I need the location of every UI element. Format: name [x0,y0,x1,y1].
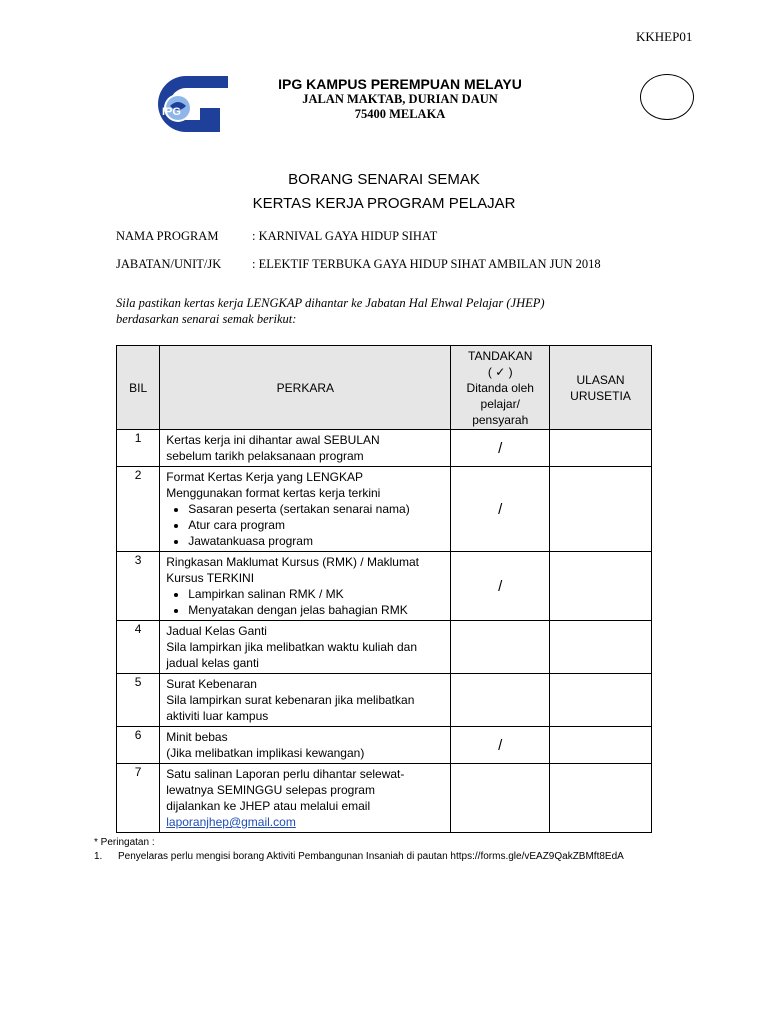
reminder-text: Penyelaras perlu mengisi borang Aktiviti Pembangunan Insaniah di pautan https://forms.gle/vEAZ9QakZBMft8EdA [118,851,624,862]
row-item [160,727,451,764]
item-line: Kursus TERKINI [166,571,255,585]
tandakan-line-1: TANDAKAN [468,348,533,363]
program-label: NAMA PROGRAM [116,229,219,243]
ulasan-line-2: URUSETIA [570,388,631,403]
header-ulasan [550,346,652,430]
header-perkara: PERKARA [160,346,451,430]
ipg-logo-icon [156,70,232,136]
item-line: Kertas kerja ini dihantar awal SEBULAN [166,433,380,447]
row-check-mark[interactable]: / [451,467,550,552]
item-line: Jadual Kelas Ganti [166,624,267,638]
checklist-table [116,345,652,833]
row-check-mark[interactable] [451,621,550,674]
row-number: 6 [117,727,160,764]
row-remarks[interactable] [550,467,652,552]
item-line: Format Kertas Kerja yang LENGKAP [166,470,363,484]
tandakan-line-2: ( ✓ ) [487,364,513,379]
item-line: lewatnya SEMINGGU selepas program [166,783,375,797]
header-tandakan [451,346,550,430]
item-line: Minit bebas [166,730,228,744]
table-row [117,621,652,674]
instruction-line-2: berdasarkan senarai semak berikut: [116,312,297,326]
item-line: jadual kelas ganti [166,656,259,670]
item-line: Sila lampirkan jika melibatkan waktu kuliah dan [166,640,418,654]
item-line: Menggunakan format kertas kerja terkini [166,486,381,500]
item-line: aktiviti luar kampus [166,709,269,723]
item-line: dijalankan ke JHEP atau melalui email [166,799,371,813]
department-label: JABATAN/UNIT/JK [116,257,222,271]
item-line: (Jika melibatkan implikasi kewangan) [166,746,365,760]
department-row [116,257,601,272]
institution-header [240,76,560,122]
row-number: 4 [117,621,160,674]
ulasan-line-1: ULASAN [576,372,625,387]
item-bullet-list [166,586,444,618]
title-line-2: KERTAS KERJA PROGRAM PELAJAR [252,195,516,212]
institution-name: IPG KAMPUS PEREMPUAN MELAYU [278,76,522,92]
item-line: sebelum tarikh pelaksanaan program [166,449,364,463]
item-bullet: • Sasaran peserta (sertakan senarai nama) [188,501,444,517]
logo-lettering: IPG [162,106,181,118]
header-bil: BIL [117,346,160,430]
table-header-row [117,346,652,430]
row-item [160,621,451,674]
row-number: 2 [117,467,160,552]
row-check-mark[interactable]: / [451,727,550,764]
row-check-mark[interactable] [451,674,550,727]
program-value: : KARNIVAL GAYA HIDUP SIHAT [252,229,438,243]
table-row [117,764,652,833]
row-remarks[interactable] [550,674,652,727]
oval-mark [640,74,694,120]
table-row [117,552,652,621]
row-remarks[interactable] [550,552,652,621]
row-remarks[interactable] [550,621,652,674]
reminder-note [94,836,624,864]
address-line-1: JALAN MAKTAB, DURIAN DAUN [302,92,498,106]
item-line: Sila lampirkan surat kebenaran jika melibatkan [166,693,415,707]
table-row [117,674,652,727]
instruction-text [116,295,636,327]
address-line-2: 75400 MELAKA [354,107,446,121]
row-item [160,552,451,621]
tandakan-line-4: pelajar/ [480,396,520,411]
department-value: : ELEKTIF TERBUKA GAYA HIDUP SIHAT AMBILAN JUN 2018 [252,257,601,271]
reminder-heading: * Peringatan : [94,837,155,848]
row-remarks[interactable] [550,727,652,764]
item-bullet: • Atur cara program [188,517,444,533]
reminder-number: 1. [94,851,103,862]
email-link[interactable]: laporanjhep@gmail.com [166,815,296,829]
row-remarks[interactable] [550,764,652,833]
item-line: Surat Kebenaran [166,677,257,691]
row-number: 3 [117,552,160,621]
row-item [160,764,451,833]
tandakan-line-3: Ditanda oleh [466,380,534,395]
tandakan-line-5: pensyarah [472,412,529,427]
item-bullet-list [166,501,444,549]
row-remarks[interactable] [550,430,652,467]
instruction-line-1: Sila pastikan kertas kerja LENGKAP dihantar ke Jabatan Hal Ehwal Pelajar (JHEP) [116,296,545,310]
item-line: Satu salinan Laporan perlu dihantar selewat- [166,767,405,781]
row-number: 7 [117,764,160,833]
table-row [117,727,652,764]
item-bullet: • Lampirkan salinan RMK / MK [188,586,444,602]
item-bullet: • Jawatankuasa program [188,533,444,549]
title-line-1: BORANG SENARAI SEMAK [288,171,480,188]
item-bullet: • Menyatakan dengan jelas bahagian RMK [188,602,444,618]
row-item [160,674,451,727]
row-item [160,467,451,552]
row-check-mark[interactable]: / [451,430,550,467]
row-number: 1 [117,430,160,467]
row-item [160,430,451,467]
row-check-mark[interactable] [451,764,550,833]
table-row [117,467,652,552]
program-row [116,229,437,244]
table-row [117,430,652,467]
row-check-mark[interactable]: / [451,552,550,621]
form-code: KKHEP01 [636,29,693,44]
item-line: Ringkasan Maklumat Kursus (RMK) / Maklumat [166,555,419,569]
reminder-item [94,850,624,864]
form-title [0,168,768,216]
row-number: 5 [117,674,160,727]
